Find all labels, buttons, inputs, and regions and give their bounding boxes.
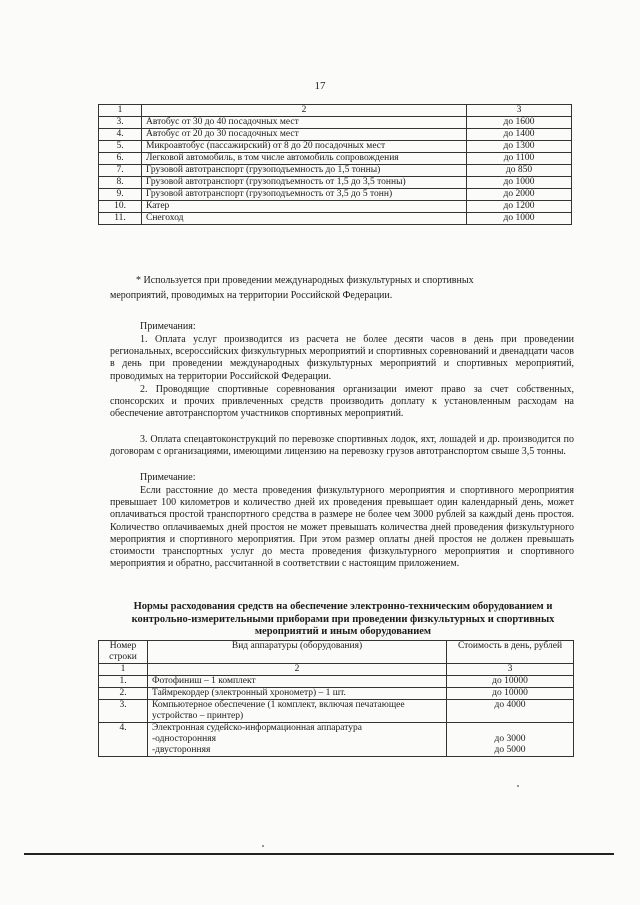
table-header-row [99,641,574,664]
price-cell: до 1100 [467,153,572,165]
header-cell: 1 [99,664,148,676]
remark-title: Примечание: [140,472,196,483]
option-price: до 5000 [494,745,526,755]
vehicle-type: Легковой автомобиль, в том числе автомобиль сопровождения [142,153,467,165]
row-number: 2. [99,688,148,700]
equipment-type: Таймрекордер (электронный хронометр) – 1 шт. [148,688,447,700]
header-cell: 2 [148,664,447,676]
row-number: 3. [99,700,148,723]
price-cell: до 1000 [467,213,572,225]
footnote-continuation: мероприятий, проводимых на территории Российской Федерации. [110,290,393,301]
vehicle-type: Автобус от 30 до 40 посадочных мест [142,117,467,129]
table-row [99,723,574,757]
row-number: 4. [99,129,142,141]
table-header-row [99,105,572,117]
bottom-rule [24,853,614,855]
page-number: 17 [314,80,326,92]
table-row [99,117,572,129]
header-cell: 1 [99,105,142,117]
row-number: 5. [99,141,142,153]
header-cell: Вид аппаратуры (оборудования) [148,641,447,664]
price-cell: до 10000 [447,688,574,700]
price-cell: до 10000 [447,676,574,688]
remark-text: Если расстояние до места проведения физкультурного мероприятия и спортивного мероприятия превышает 100 километров и количество дней их проведения превышает один календарный день, может оплачиваться простой транспортного средства в размере не более чем 3000 рублей за каждый день простоя. Количество оплачиваемых дней простоя не может превышать количества дней проведения физкультурного мероприятия и спортивного мероприятия. При этом размер оплаты дней простоя не должен превышать стоимости транспортных услуг до места проведения физкультурного мероприятия и спортивного мероприятия и обратно, рассчитанной в соответствии с настоящим приложением. [110,485,574,570]
scan-speck [517,785,519,787]
equipment-type: Компьютерное обеспечение (1 комплект, включая печатающее устройство – принтер) [148,700,447,723]
vehicle-type: Грузовой автотранспорт (грузоподъемность от 1,5 до 3,5 тонны) [142,177,467,189]
price-cell: до 1200 [467,201,572,213]
row-number: 3. [99,117,142,129]
column-number-row [99,664,574,676]
row-number: 4. [99,723,148,757]
equipment-type [148,723,447,757]
price-cell: до 850 [467,165,572,177]
notes-title: Примечания: [140,321,196,332]
option-price: до 3000 [494,734,526,744]
header-cell: 3 [467,105,572,117]
table-row [99,141,572,153]
price-cell: до 1000 [467,177,572,189]
table-row [99,165,572,177]
price-cell [447,723,574,757]
footnote: * Используется при проведении международных физкультурных и спортивных [136,275,474,286]
row-number: 7. [99,165,142,177]
equipment-option: -двусторонняя [152,745,211,755]
note-2: 2. Проводящие спортивные соревнования организации имеют право за счет собственных, спонсорских и прочих привлеченных средств производить доплату к установленным расходам на обеспечение автотранспортом участников спортивных мероприятий. [110,384,574,420]
row-number: 10. [99,201,142,213]
vehicle-type: Снегоход [142,213,467,225]
row-number: 9. [99,189,142,201]
equipment-name: Электронная судейско-информационная аппаратура [152,723,362,733]
price-cell: до 1600 [467,117,572,129]
vehicle-type: Автобус от 20 до 30 посадочных мест [142,129,467,141]
table-row [99,201,572,213]
row-number: 11. [99,213,142,225]
vehicle-type: Микроавтобус (пассажирский) от 8 до 20 посадочных мест [142,141,467,153]
note-1: 1. Оплата услуг производится из расчета не более десяти часов в день при проведении региональных, всероссийских физкультурных мероприятий и спортивных соревнований и двенадцати часов в день при проведении международных физкультурных мероприятий и спортивных мероприятий, проводимых на территории Российской Федерации. [110,334,574,382]
vehicle-type: Грузовой автотранспорт (грузоподъемность до 1,5 тонны) [142,165,467,177]
note-3: 3. Оплата спецавтоконструкций по перевозке спортивных лодок, яхт, лошадей и др. производится по договорам с организациями, имеющими лицензию на перевозку грузов автотранспортом свыше 3,5 тонны. [110,434,574,458]
header-cell: 3 [447,664,574,676]
equipment-type: Фотофиниш – 1 комплект [148,676,447,688]
table-row [99,700,574,723]
row-number: 8. [99,177,142,189]
price-cell: до 1400 [467,129,572,141]
row-number: 1. [99,676,148,688]
header-cell: Номер строки [99,641,148,664]
header-cell: Стоимость в день, рублей [447,641,574,664]
table-row [99,688,574,700]
price-cell: до 1300 [467,141,572,153]
equipment-cost-table [98,640,574,757]
table-row [99,177,572,189]
price-cell: до 2000 [467,189,572,201]
vehicle-type: Катер [142,201,467,213]
scan-speck [262,845,264,847]
section-title: Нормы расходования средств на обеспечение электронно-техническим оборудованием и контрольно-измерительными приборами при проведении физкультурных и спортивных мероприятий и иным оборудованием [131,601,555,637]
spacer [451,723,569,734]
table-row [99,153,572,165]
table-row [99,676,574,688]
table-row [99,189,572,201]
equipment-option: -односторонняя [152,734,216,744]
table-row [99,213,572,225]
transport-cost-table [98,104,572,225]
vehicle-type: Грузовой автотранспорт (грузоподъемность от 3,5 до 5 тонн) [142,189,467,201]
price-cell: до 4000 [447,700,574,723]
table-row [99,129,572,141]
row-number: 6. [99,153,142,165]
header-cell: 2 [142,105,467,117]
